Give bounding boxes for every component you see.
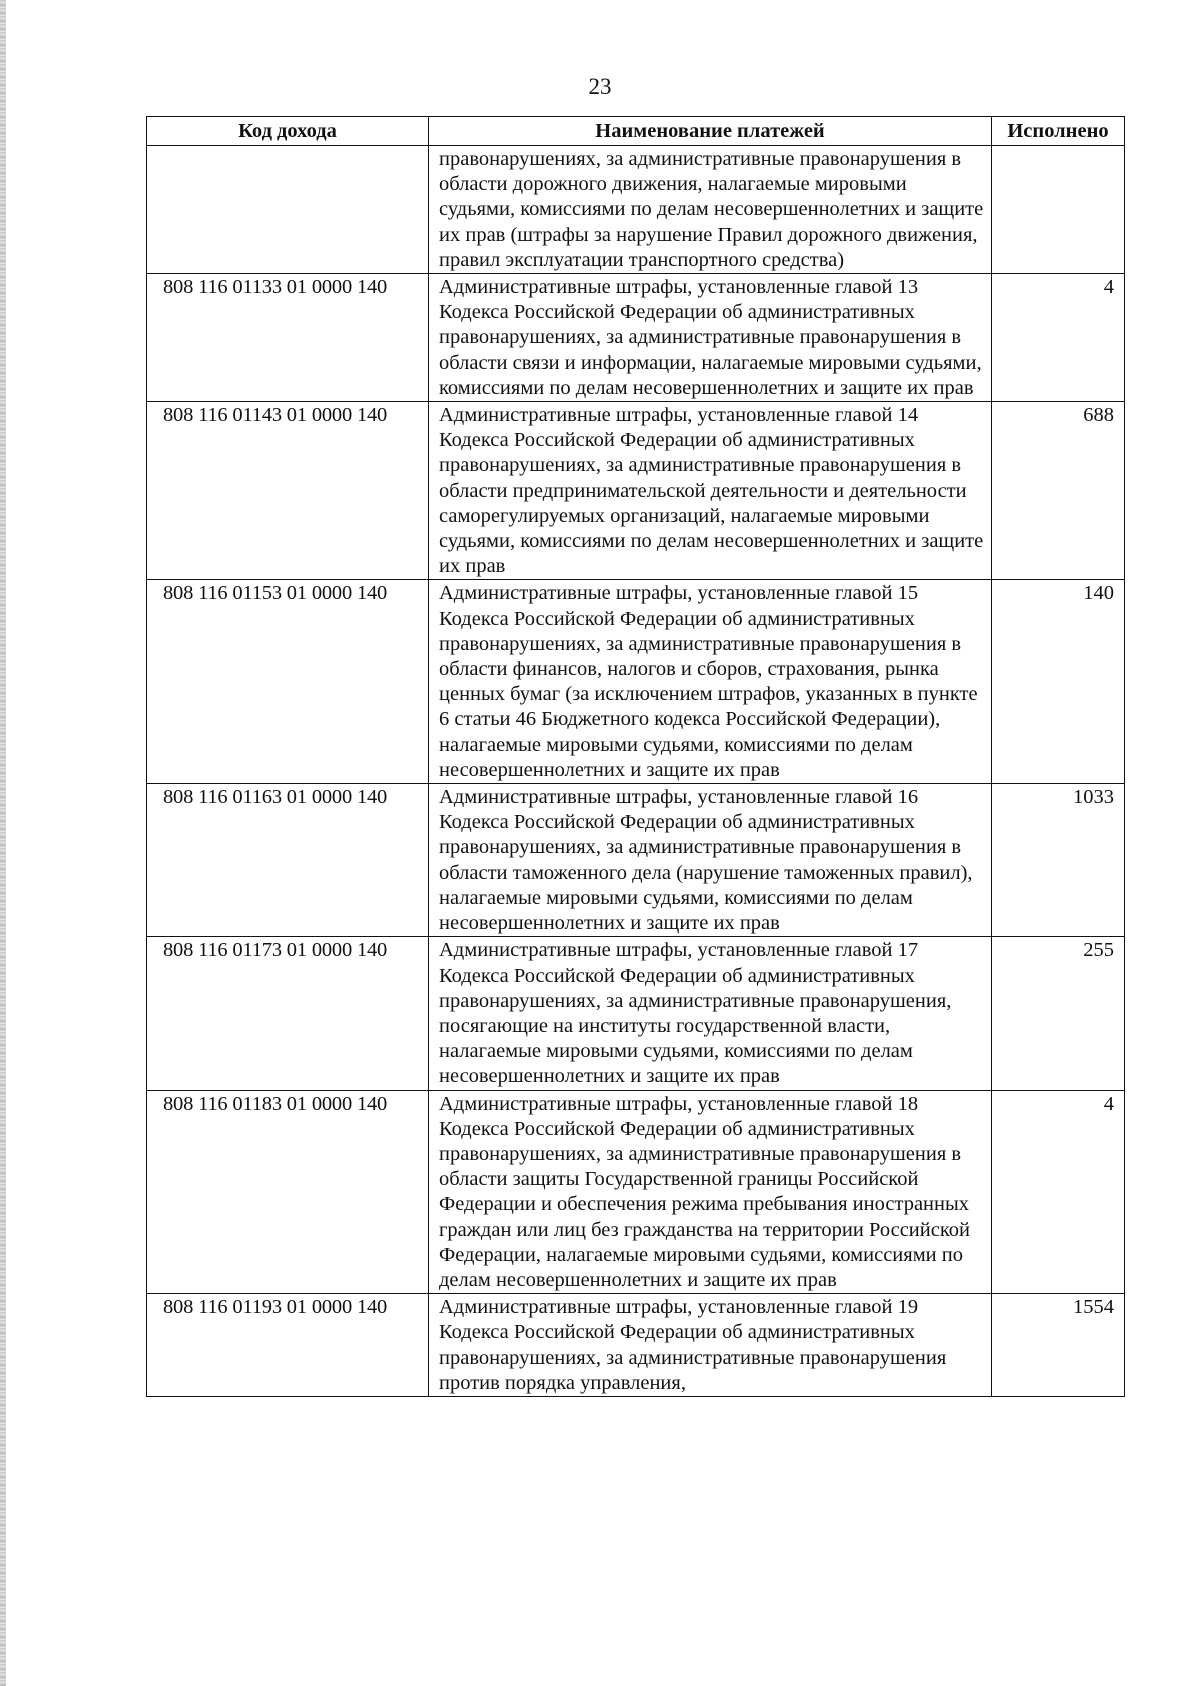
income-code: 808 116 01153 01 0000 140 [147,580,429,784]
executed-value: 255 [992,937,1125,1090]
table-row [147,1294,1125,1397]
executed-value: 1033 [992,784,1125,937]
payment-name: правонарушениях, за административные правонарушения в области дорожного движения, налагаемые мировыми судьями, комиссиями по делам несовершеннолетних и защите их прав (штрафы за нарушение Правил дорожного движения, правил эксплуатации транспортного средства) [429,146,992,274]
table-row [147,784,1125,937]
income-code: 808 116 01163 01 0000 140 [147,784,429,937]
table-header-row [147,117,1125,146]
table-row [147,402,1125,580]
table-row [147,580,1125,784]
executed-value: 4 [992,274,1125,402]
income-code: 808 116 01143 01 0000 140 [147,402,429,580]
income-code [147,146,429,274]
executed-value: 1554 [992,1294,1125,1397]
payment-name: Административные штрафы, установленные главой 16 Кодекса Российской Федерации об административных правонарушениях, за административные правонарушения в области таможенного дела (нарушение таможенных правил), налагаемые мировыми судьями, комиссиями по делам несовершеннолетних и защите их прав [429,784,992,937]
revenue-table [146,116,1125,1397]
payment-name: Административные штрафы, установленные главой 17 Кодекса Российской Федерации об административных правонарушениях, за административные правонарушения, посягающие на институты государственной власти, налагаемые мировыми судьями, комиссиями по делам несовершеннолетних и защите их прав [429,937,992,1090]
income-code: 808 116 01133 01 0000 140 [147,274,429,402]
header-executed: Исполнено [992,117,1125,146]
payment-name: Административные штрафы, установленные главой 15 Кодекса Российской Федерации об административных правонарушениях, за административные правонарушения в области финансов, налогов и сборов, страхования, рынка ценных бумаг (за исключением штрафов, указанных в пункте 6 статьи 46 Бюджетного кодекса Российской Федерации), налагаемые мировыми судьями, комиссиями по делам несовершеннолетних и защите их прав [429,580,992,784]
table-row [147,146,1125,274]
executed-value: 688 [992,402,1125,580]
executed-value [992,146,1125,274]
header-income-code: Код дохода [147,117,429,146]
executed-value: 140 [992,580,1125,784]
executed-value: 4 [992,1090,1125,1294]
table-row [147,937,1125,1090]
payment-name: Административные штрафы, установленные главой 19 Кодекса Российской Федерации об административных правонарушениях, за административные правонарушения против порядка управления, [429,1294,992,1397]
payment-name: Административные штрафы, установленные главой 18 Кодекса Российской Федерации об административных правонарушениях, за административные правонарушения в области защиты Государственной границы Российской Федерации и обеспечения режима пребывания иностранных граждан или лиц без гражданства на территории Российской Федерации, налагаемые мировыми судьями, комиссиями по делам несовершеннолетних и защите их прав [429,1090,992,1294]
income-code: 808 116 01183 01 0000 140 [147,1090,429,1294]
page-number: 23 [588,74,612,99]
income-code: 808 116 01173 01 0000 140 [147,937,429,1090]
table-row [147,1090,1125,1294]
income-code: 808 116 01193 01 0000 140 [147,1294,429,1397]
payment-name: Административные штрафы, установленные главой 13 Кодекса Российской Федерации об административных правонарушениях, за административные правонарушения в области связи и информации, налагаемые мировыми судьями, комиссиями по делам несовершеннолетних и защите их прав [429,274,992,402]
scan-edge [0,0,6,1686]
payment-name: Административные штрафы, установленные главой 14 Кодекса Российской Федерации об административных правонарушениях, за административные правонарушения в области предпринимательской деятельности и деятельности саморегулируемых организаций, налагаемые мировыми судьями, комиссиями по делам несовершеннолетних и защите их прав [429,402,992,580]
table-row [147,274,1125,402]
header-payment-name: Наименование платежей [429,117,992,146]
